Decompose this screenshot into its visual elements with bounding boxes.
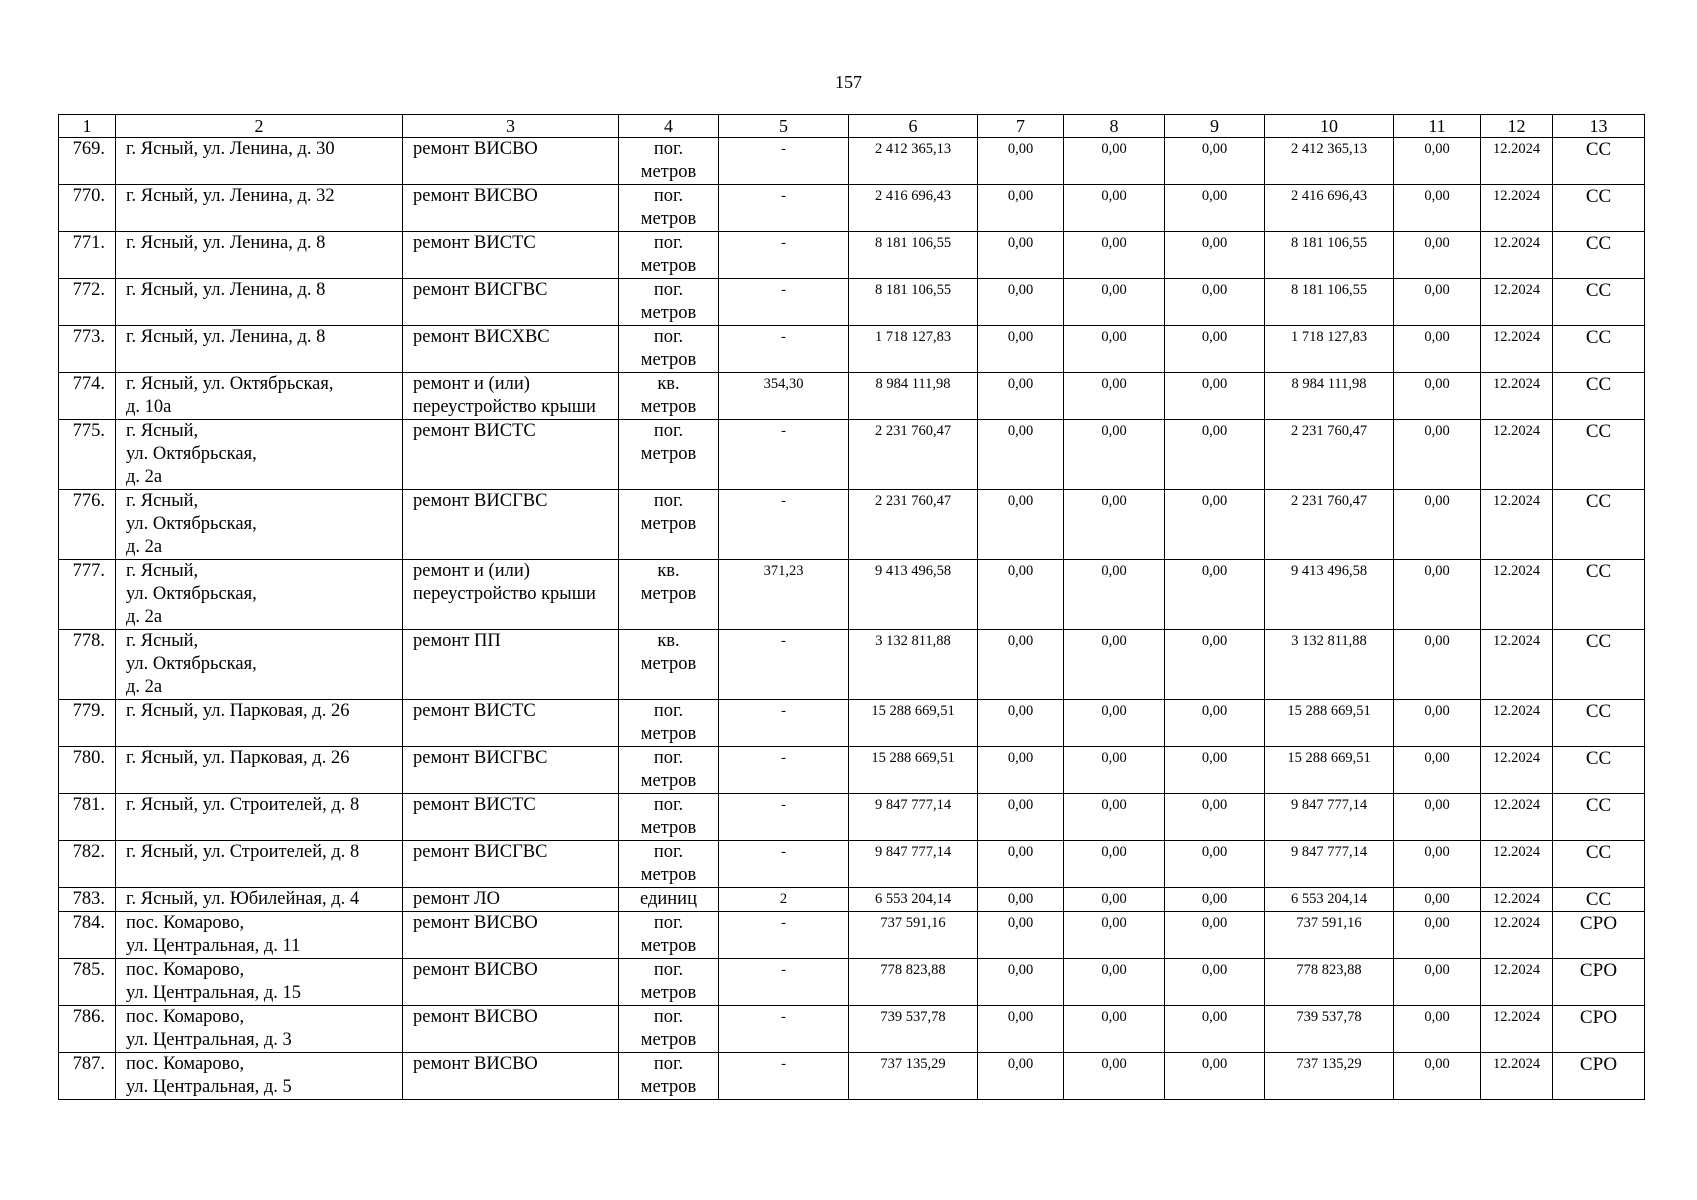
- total-cost-cell: 1 718 127,83: [849, 326, 978, 373]
- cost-col-8-cell: 0,00: [1064, 841, 1165, 888]
- total-cost-cell: 15 288 669,51: [849, 747, 978, 794]
- cost-col-8-cell: 0,00: [1064, 912, 1165, 959]
- cost-col-7-cell: 0,00: [978, 185, 1064, 232]
- total-cost-cell: 6 553 204,14: [849, 888, 978, 912]
- total-cost-cell: 2 231 760,47: [849, 420, 978, 490]
- column-header-11: 11: [1394, 115, 1481, 138]
- unit-cell: пог. метров: [619, 326, 719, 373]
- cost-col-7-cell: 0,00: [978, 747, 1064, 794]
- row-number: 776.: [59, 490, 116, 560]
- cost-col-10-cell: 1 718 127,83: [1265, 326, 1394, 373]
- cost-col-8-cell: 0,00: [1064, 1053, 1165, 1100]
- cost-col-9-cell: 0,00: [1165, 326, 1265, 373]
- column-header-1: 1: [59, 115, 116, 138]
- fund-method-cell: СС: [1553, 490, 1645, 560]
- cost-col-7-cell: 0,00: [978, 326, 1064, 373]
- cost-col-8-cell: 0,00: [1064, 1006, 1165, 1053]
- deadline-cell: 12.2024: [1481, 279, 1553, 326]
- quantity-cell: -: [719, 420, 849, 490]
- cost-col-10-cell: 778 823,88: [1265, 959, 1394, 1006]
- row-number: 782.: [59, 841, 116, 888]
- cost-col-7-cell: 0,00: [978, 912, 1064, 959]
- cost-col-9-cell: 0,00: [1165, 959, 1265, 1006]
- cost-col-8-cell: 0,00: [1064, 138, 1165, 185]
- cost-col-10-cell: 8 984 111,98: [1265, 373, 1394, 420]
- cost-col-11-cell: 0,00: [1394, 959, 1481, 1006]
- work-type-cell: ремонт ВИСГВС: [403, 490, 619, 560]
- work-type-cell: ремонт и (или) переустройство крыши: [403, 560, 619, 630]
- row-number: 771.: [59, 232, 116, 279]
- cost-col-10-cell: 3 132 811,88: [1265, 630, 1394, 700]
- cost-col-10-cell: 2 412 365,13: [1265, 138, 1394, 185]
- fund-method-cell: СС: [1553, 630, 1645, 700]
- row-number: 775.: [59, 420, 116, 490]
- cost-col-11-cell: 0,00: [1394, 912, 1481, 959]
- cost-col-9-cell: 0,00: [1165, 630, 1265, 700]
- work-type-cell: ремонт ВИСТС: [403, 794, 619, 841]
- total-cost-cell: 737 135,29: [849, 1053, 978, 1100]
- cost-col-11-cell: 0,00: [1394, 326, 1481, 373]
- fund-method-cell: СС: [1553, 841, 1645, 888]
- deadline-cell: 12.2024: [1481, 959, 1553, 1006]
- address-cell: г. Ясный, ул. Парковая, д. 26: [116, 747, 403, 794]
- cost-col-11-cell: 0,00: [1394, 420, 1481, 490]
- row-number: 784.: [59, 912, 116, 959]
- cost-col-11-cell: 0,00: [1394, 279, 1481, 326]
- cost-col-8-cell: 0,00: [1064, 185, 1165, 232]
- total-cost-cell: 739 537,78: [849, 1006, 978, 1053]
- row-number: 780.: [59, 747, 116, 794]
- cost-col-8-cell: 0,00: [1064, 490, 1165, 560]
- cost-col-11-cell: 0,00: [1394, 560, 1481, 630]
- column-header-10: 10: [1265, 115, 1394, 138]
- cost-col-10-cell: 15 288 669,51: [1265, 700, 1394, 747]
- address-cell: г. Ясный, ул. Октябрьская, д. 2а: [116, 420, 403, 490]
- unit-cell: пог. метров: [619, 490, 719, 560]
- work-type-cell: ремонт ВИСВО: [403, 185, 619, 232]
- fund-method-cell: СС: [1553, 185, 1645, 232]
- unit-cell: пог. метров: [619, 841, 719, 888]
- total-cost-cell: 8 181 106,55: [849, 232, 978, 279]
- cost-col-11-cell: 0,00: [1394, 794, 1481, 841]
- address-cell: г. Ясный, ул. Октябрьская, д. 10а: [116, 373, 403, 420]
- row-number: 779.: [59, 700, 116, 747]
- table-row: [59, 420, 1645, 490]
- unit-cell: пог. метров: [619, 794, 719, 841]
- cost-col-7-cell: 0,00: [978, 888, 1064, 912]
- cost-col-9-cell: 0,00: [1165, 841, 1265, 888]
- cost-col-11-cell: 0,00: [1394, 888, 1481, 912]
- total-cost-cell: 9 847 777,14: [849, 794, 978, 841]
- table-row: [59, 232, 1645, 279]
- unit-cell: пог. метров: [619, 279, 719, 326]
- cost-col-9-cell: 0,00: [1165, 185, 1265, 232]
- quantity-cell: 2: [719, 888, 849, 912]
- table-row: [59, 700, 1645, 747]
- total-cost-cell: 778 823,88: [849, 959, 978, 1006]
- cost-col-11-cell: 0,00: [1394, 232, 1481, 279]
- address-cell: г. Ясный, ул. Октябрьская, д. 2а: [116, 560, 403, 630]
- deadline-cell: 12.2024: [1481, 420, 1553, 490]
- column-header-9: 9: [1165, 115, 1265, 138]
- column-header-3: 3: [403, 115, 619, 138]
- total-cost-cell: 9 847 777,14: [849, 841, 978, 888]
- deadline-cell: 12.2024: [1481, 138, 1553, 185]
- fund-method-cell: СС: [1553, 888, 1645, 912]
- address-cell: г. Ясный, ул. Ленина, д. 8: [116, 279, 403, 326]
- work-type-cell: ремонт ВИСГВС: [403, 279, 619, 326]
- quantity-cell: -: [719, 232, 849, 279]
- fund-method-cell: СРО: [1553, 1006, 1645, 1053]
- cost-col-7-cell: 0,00: [978, 794, 1064, 841]
- quantity-cell: -: [719, 185, 849, 232]
- cost-col-8-cell: 0,00: [1064, 888, 1165, 912]
- cost-col-9-cell: 0,00: [1165, 138, 1265, 185]
- deadline-cell: 12.2024: [1481, 630, 1553, 700]
- deadline-cell: 12.2024: [1481, 888, 1553, 912]
- work-type-cell: ремонт ВИСТС: [403, 232, 619, 279]
- work-type-cell: ремонт ВИСВО: [403, 1053, 619, 1100]
- cost-col-10-cell: 9 847 777,14: [1265, 794, 1394, 841]
- table-row: [59, 630, 1645, 700]
- address-cell: пос. Комарово, ул. Центральная, д. 11: [116, 912, 403, 959]
- unit-cell: кв. метров: [619, 373, 719, 420]
- cost-col-10-cell: 8 181 106,55: [1265, 279, 1394, 326]
- cost-col-9-cell: 0,00: [1165, 1053, 1265, 1100]
- quantity-cell: -: [719, 959, 849, 1006]
- cost-col-9-cell: 0,00: [1165, 912, 1265, 959]
- work-type-cell: ремонт ВИСВО: [403, 912, 619, 959]
- quantity-cell: -: [719, 1006, 849, 1053]
- address-cell: пос. Комарово, ул. Центральная, д. 3: [116, 1006, 403, 1053]
- cost-col-10-cell: 737 591,16: [1265, 912, 1394, 959]
- unit-cell: пог. метров: [619, 185, 719, 232]
- total-cost-cell: 2 412 365,13: [849, 138, 978, 185]
- column-header-6: 6: [849, 115, 978, 138]
- cost-col-10-cell: 739 537,78: [1265, 1006, 1394, 1053]
- cost-col-10-cell: 2 231 760,47: [1265, 490, 1394, 560]
- row-number: 783.: [59, 888, 116, 912]
- total-cost-cell: 8 984 111,98: [849, 373, 978, 420]
- work-type-cell: ремонт ВИСГВС: [403, 747, 619, 794]
- cost-col-8-cell: 0,00: [1064, 700, 1165, 747]
- cost-col-8-cell: 0,00: [1064, 959, 1165, 1006]
- deadline-cell: 12.2024: [1481, 1006, 1553, 1053]
- total-cost-cell: 2 231 760,47: [849, 490, 978, 560]
- quantity-cell: -: [719, 912, 849, 959]
- cost-col-9-cell: 0,00: [1165, 1006, 1265, 1053]
- quantity-cell: -: [719, 794, 849, 841]
- unit-cell: пог. метров: [619, 420, 719, 490]
- cost-col-11-cell: 0,00: [1394, 1053, 1481, 1100]
- cost-col-10-cell: 2 231 760,47: [1265, 420, 1394, 490]
- row-number: 778.: [59, 630, 116, 700]
- table-row: [59, 490, 1645, 560]
- deadline-cell: 12.2024: [1481, 1053, 1553, 1100]
- quantity-cell: -: [719, 630, 849, 700]
- total-cost-cell: 15 288 669,51: [849, 700, 978, 747]
- fund-method-cell: СС: [1553, 138, 1645, 185]
- address-cell: пос. Комарово, ул. Центральная, д. 5: [116, 1053, 403, 1100]
- deadline-cell: 12.2024: [1481, 841, 1553, 888]
- table-header: [59, 115, 1645, 138]
- fund-method-cell: СС: [1553, 373, 1645, 420]
- cost-col-8-cell: 0,00: [1064, 630, 1165, 700]
- cost-col-9-cell: 0,00: [1165, 490, 1265, 560]
- table-row: [59, 841, 1645, 888]
- table-row: [59, 747, 1645, 794]
- row-number: 785.: [59, 959, 116, 1006]
- row-number: 773.: [59, 326, 116, 373]
- deadline-cell: 12.2024: [1481, 185, 1553, 232]
- cost-col-9-cell: 0,00: [1165, 794, 1265, 841]
- cost-col-7-cell: 0,00: [978, 420, 1064, 490]
- unit-cell: пог. метров: [619, 912, 719, 959]
- cost-col-7-cell: 0,00: [978, 279, 1064, 326]
- cost-col-10-cell: 15 288 669,51: [1265, 747, 1394, 794]
- cost-col-11-cell: 0,00: [1394, 185, 1481, 232]
- deadline-cell: 12.2024: [1481, 912, 1553, 959]
- unit-cell: кв. метров: [619, 630, 719, 700]
- cost-col-10-cell: 6 553 204,14: [1265, 888, 1394, 912]
- work-type-cell: ремонт ЛО: [403, 888, 619, 912]
- table-row: [59, 138, 1645, 185]
- cost-col-7-cell: 0,00: [978, 959, 1064, 1006]
- header-row: [59, 115, 1645, 138]
- deadline-cell: 12.2024: [1481, 490, 1553, 560]
- deadline-cell: 12.2024: [1481, 794, 1553, 841]
- work-type-cell: ремонт ВИСТС: [403, 700, 619, 747]
- cost-col-8-cell: 0,00: [1064, 232, 1165, 279]
- quantity-cell: -: [719, 1053, 849, 1100]
- address-cell: г. Ясный, ул. Строителей, д. 8: [116, 841, 403, 888]
- unit-cell: пог. метров: [619, 959, 719, 1006]
- row-number: 787.: [59, 1053, 116, 1100]
- address-cell: г. Ясный, ул. Строителей, д. 8: [116, 794, 403, 841]
- row-number: 786.: [59, 1006, 116, 1053]
- table-row: [59, 959, 1645, 1006]
- cost-col-11-cell: 0,00: [1394, 630, 1481, 700]
- row-number: 770.: [59, 185, 116, 232]
- column-header-7: 7: [978, 115, 1064, 138]
- column-header-2: 2: [116, 115, 403, 138]
- cost-col-9-cell: 0,00: [1165, 279, 1265, 326]
- cost-col-11-cell: 0,00: [1394, 841, 1481, 888]
- table-row: [59, 560, 1645, 630]
- fund-method-cell: СС: [1553, 232, 1645, 279]
- table-row: [59, 888, 1645, 912]
- fund-method-cell: СРО: [1553, 1053, 1645, 1100]
- address-cell: г. Ясный, ул. Ленина, д. 8: [116, 326, 403, 373]
- address-cell: г. Ясный, ул. Юбилейная, д. 4: [116, 888, 403, 912]
- quantity-cell: -: [719, 747, 849, 794]
- work-type-cell: ремонт и (или) переустройство крыши: [403, 373, 619, 420]
- unit-cell: пог. метров: [619, 1053, 719, 1100]
- table-row: [59, 1006, 1645, 1053]
- cost-col-7-cell: 0,00: [978, 1006, 1064, 1053]
- quantity-cell: 371,23: [719, 560, 849, 630]
- work-type-cell: ремонт ВИСТС: [403, 420, 619, 490]
- cost-col-11-cell: 0,00: [1394, 373, 1481, 420]
- cost-col-8-cell: 0,00: [1064, 420, 1165, 490]
- cost-col-10-cell: 2 416 696,43: [1265, 185, 1394, 232]
- address-cell: г. Ясный, ул. Октябрьская, д. 2а: [116, 490, 403, 560]
- cost-col-9-cell: 0,00: [1165, 420, 1265, 490]
- fund-method-cell: СС: [1553, 279, 1645, 326]
- row-number: 781.: [59, 794, 116, 841]
- work-type-cell: ремонт ВИСГВС: [403, 841, 619, 888]
- cost-col-10-cell: 8 181 106,55: [1265, 232, 1394, 279]
- cost-col-7-cell: 0,00: [978, 560, 1064, 630]
- capital-repair-table: [58, 114, 1645, 1100]
- fund-method-cell: СС: [1553, 560, 1645, 630]
- cost-col-9-cell: 0,00: [1165, 373, 1265, 420]
- cost-col-9-cell: 0,00: [1165, 888, 1265, 912]
- total-cost-cell: 737 591,16: [849, 912, 978, 959]
- total-cost-cell: 3 132 811,88: [849, 630, 978, 700]
- cost-col-11-cell: 0,00: [1394, 1006, 1481, 1053]
- address-cell: пос. Комарово, ул. Центральная, д. 15: [116, 959, 403, 1006]
- work-type-cell: ремонт ВИСВО: [403, 138, 619, 185]
- deadline-cell: 12.2024: [1481, 747, 1553, 794]
- cost-col-9-cell: 0,00: [1165, 747, 1265, 794]
- cost-col-8-cell: 0,00: [1064, 326, 1165, 373]
- quantity-cell: -: [719, 490, 849, 560]
- cost-col-11-cell: 0,00: [1394, 490, 1481, 560]
- quantity-cell: 354,30: [719, 373, 849, 420]
- work-type-cell: ремонт ВИСВО: [403, 1006, 619, 1053]
- deadline-cell: 12.2024: [1481, 232, 1553, 279]
- cost-col-10-cell: 9 847 777,14: [1265, 841, 1394, 888]
- fund-method-cell: СС: [1553, 747, 1645, 794]
- fund-method-cell: СС: [1553, 326, 1645, 373]
- table-row: [59, 326, 1645, 373]
- fund-method-cell: СС: [1553, 700, 1645, 747]
- cost-col-11-cell: 0,00: [1394, 138, 1481, 185]
- work-type-cell: ремонт ВИСХВС: [403, 326, 619, 373]
- cost-col-11-cell: 0,00: [1394, 747, 1481, 794]
- cost-col-7-cell: 0,00: [978, 490, 1064, 560]
- unit-cell: пог. метров: [619, 747, 719, 794]
- row-number: 772.: [59, 279, 116, 326]
- column-header-8: 8: [1064, 115, 1165, 138]
- table-row: [59, 373, 1645, 420]
- cost-col-8-cell: 0,00: [1064, 794, 1165, 841]
- deadline-cell: 12.2024: [1481, 326, 1553, 373]
- unit-cell: пог. метров: [619, 1006, 719, 1053]
- cost-col-7-cell: 0,00: [978, 373, 1064, 420]
- table-row: [59, 279, 1645, 326]
- cost-col-8-cell: 0,00: [1064, 373, 1165, 420]
- cost-col-7-cell: 0,00: [978, 232, 1064, 279]
- deadline-cell: 12.2024: [1481, 373, 1553, 420]
- cost-col-9-cell: 0,00: [1165, 232, 1265, 279]
- address-cell: г. Ясный, ул. Ленина, д. 8: [116, 232, 403, 279]
- row-number: 774.: [59, 373, 116, 420]
- unit-cell: кв. метров: [619, 560, 719, 630]
- cost-col-7-cell: 0,00: [978, 630, 1064, 700]
- work-type-cell: ремонт ПП: [403, 630, 619, 700]
- quantity-cell: -: [719, 841, 849, 888]
- column-header-13: 13: [1553, 115, 1645, 138]
- cost-col-8-cell: 0,00: [1064, 747, 1165, 794]
- unit-cell: пог. метров: [619, 232, 719, 279]
- fund-method-cell: СРО: [1553, 912, 1645, 959]
- quantity-cell: -: [719, 700, 849, 747]
- unit-cell: единиц: [619, 888, 719, 912]
- row-number: 769.: [59, 138, 116, 185]
- cost-col-7-cell: 0,00: [978, 700, 1064, 747]
- row-number: 777.: [59, 560, 116, 630]
- unit-cell: пог. метров: [619, 700, 719, 747]
- quantity-cell: -: [719, 279, 849, 326]
- total-cost-cell: 2 416 696,43: [849, 185, 978, 232]
- cost-col-10-cell: 737 135,29: [1265, 1053, 1394, 1100]
- column-header-5: 5: [719, 115, 849, 138]
- fund-method-cell: СС: [1553, 794, 1645, 841]
- table-body: [59, 138, 1645, 1100]
- address-cell: г. Ясный, ул. Ленина, д. 30: [116, 138, 403, 185]
- cost-col-10-cell: 9 413 496,58: [1265, 560, 1394, 630]
- quantity-cell: -: [719, 138, 849, 185]
- deadline-cell: 12.2024: [1481, 700, 1553, 747]
- cost-col-9-cell: 0,00: [1165, 560, 1265, 630]
- page-number: 157: [835, 72, 862, 92]
- table-row: [59, 912, 1645, 959]
- work-type-cell: ремонт ВИСВО: [403, 959, 619, 1006]
- fund-method-cell: СРО: [1553, 959, 1645, 1006]
- total-cost-cell: 8 181 106,55: [849, 279, 978, 326]
- column-header-12: 12: [1481, 115, 1553, 138]
- cost-col-9-cell: 0,00: [1165, 700, 1265, 747]
- quantity-cell: -: [719, 326, 849, 373]
- cost-col-7-cell: 0,00: [978, 841, 1064, 888]
- fund-method-cell: СС: [1553, 420, 1645, 490]
- table-row: [59, 185, 1645, 232]
- unit-cell: пог. метров: [619, 138, 719, 185]
- cost-col-8-cell: 0,00: [1064, 279, 1165, 326]
- deadline-cell: 12.2024: [1481, 560, 1553, 630]
- cost-col-7-cell: 0,00: [978, 1053, 1064, 1100]
- column-header-4: 4: [619, 115, 719, 138]
- cost-col-8-cell: 0,00: [1064, 560, 1165, 630]
- address-cell: г. Ясный, ул. Парковая, д. 26: [116, 700, 403, 747]
- table-row: [59, 794, 1645, 841]
- address-cell: г. Ясный, ул. Октябрьская, д. 2а: [116, 630, 403, 700]
- cost-col-11-cell: 0,00: [1394, 700, 1481, 747]
- cost-col-7-cell: 0,00: [978, 138, 1064, 185]
- total-cost-cell: 9 413 496,58: [849, 560, 978, 630]
- address-cell: г. Ясный, ул. Ленина, д. 32: [116, 185, 403, 232]
- table-row: [59, 1053, 1645, 1100]
